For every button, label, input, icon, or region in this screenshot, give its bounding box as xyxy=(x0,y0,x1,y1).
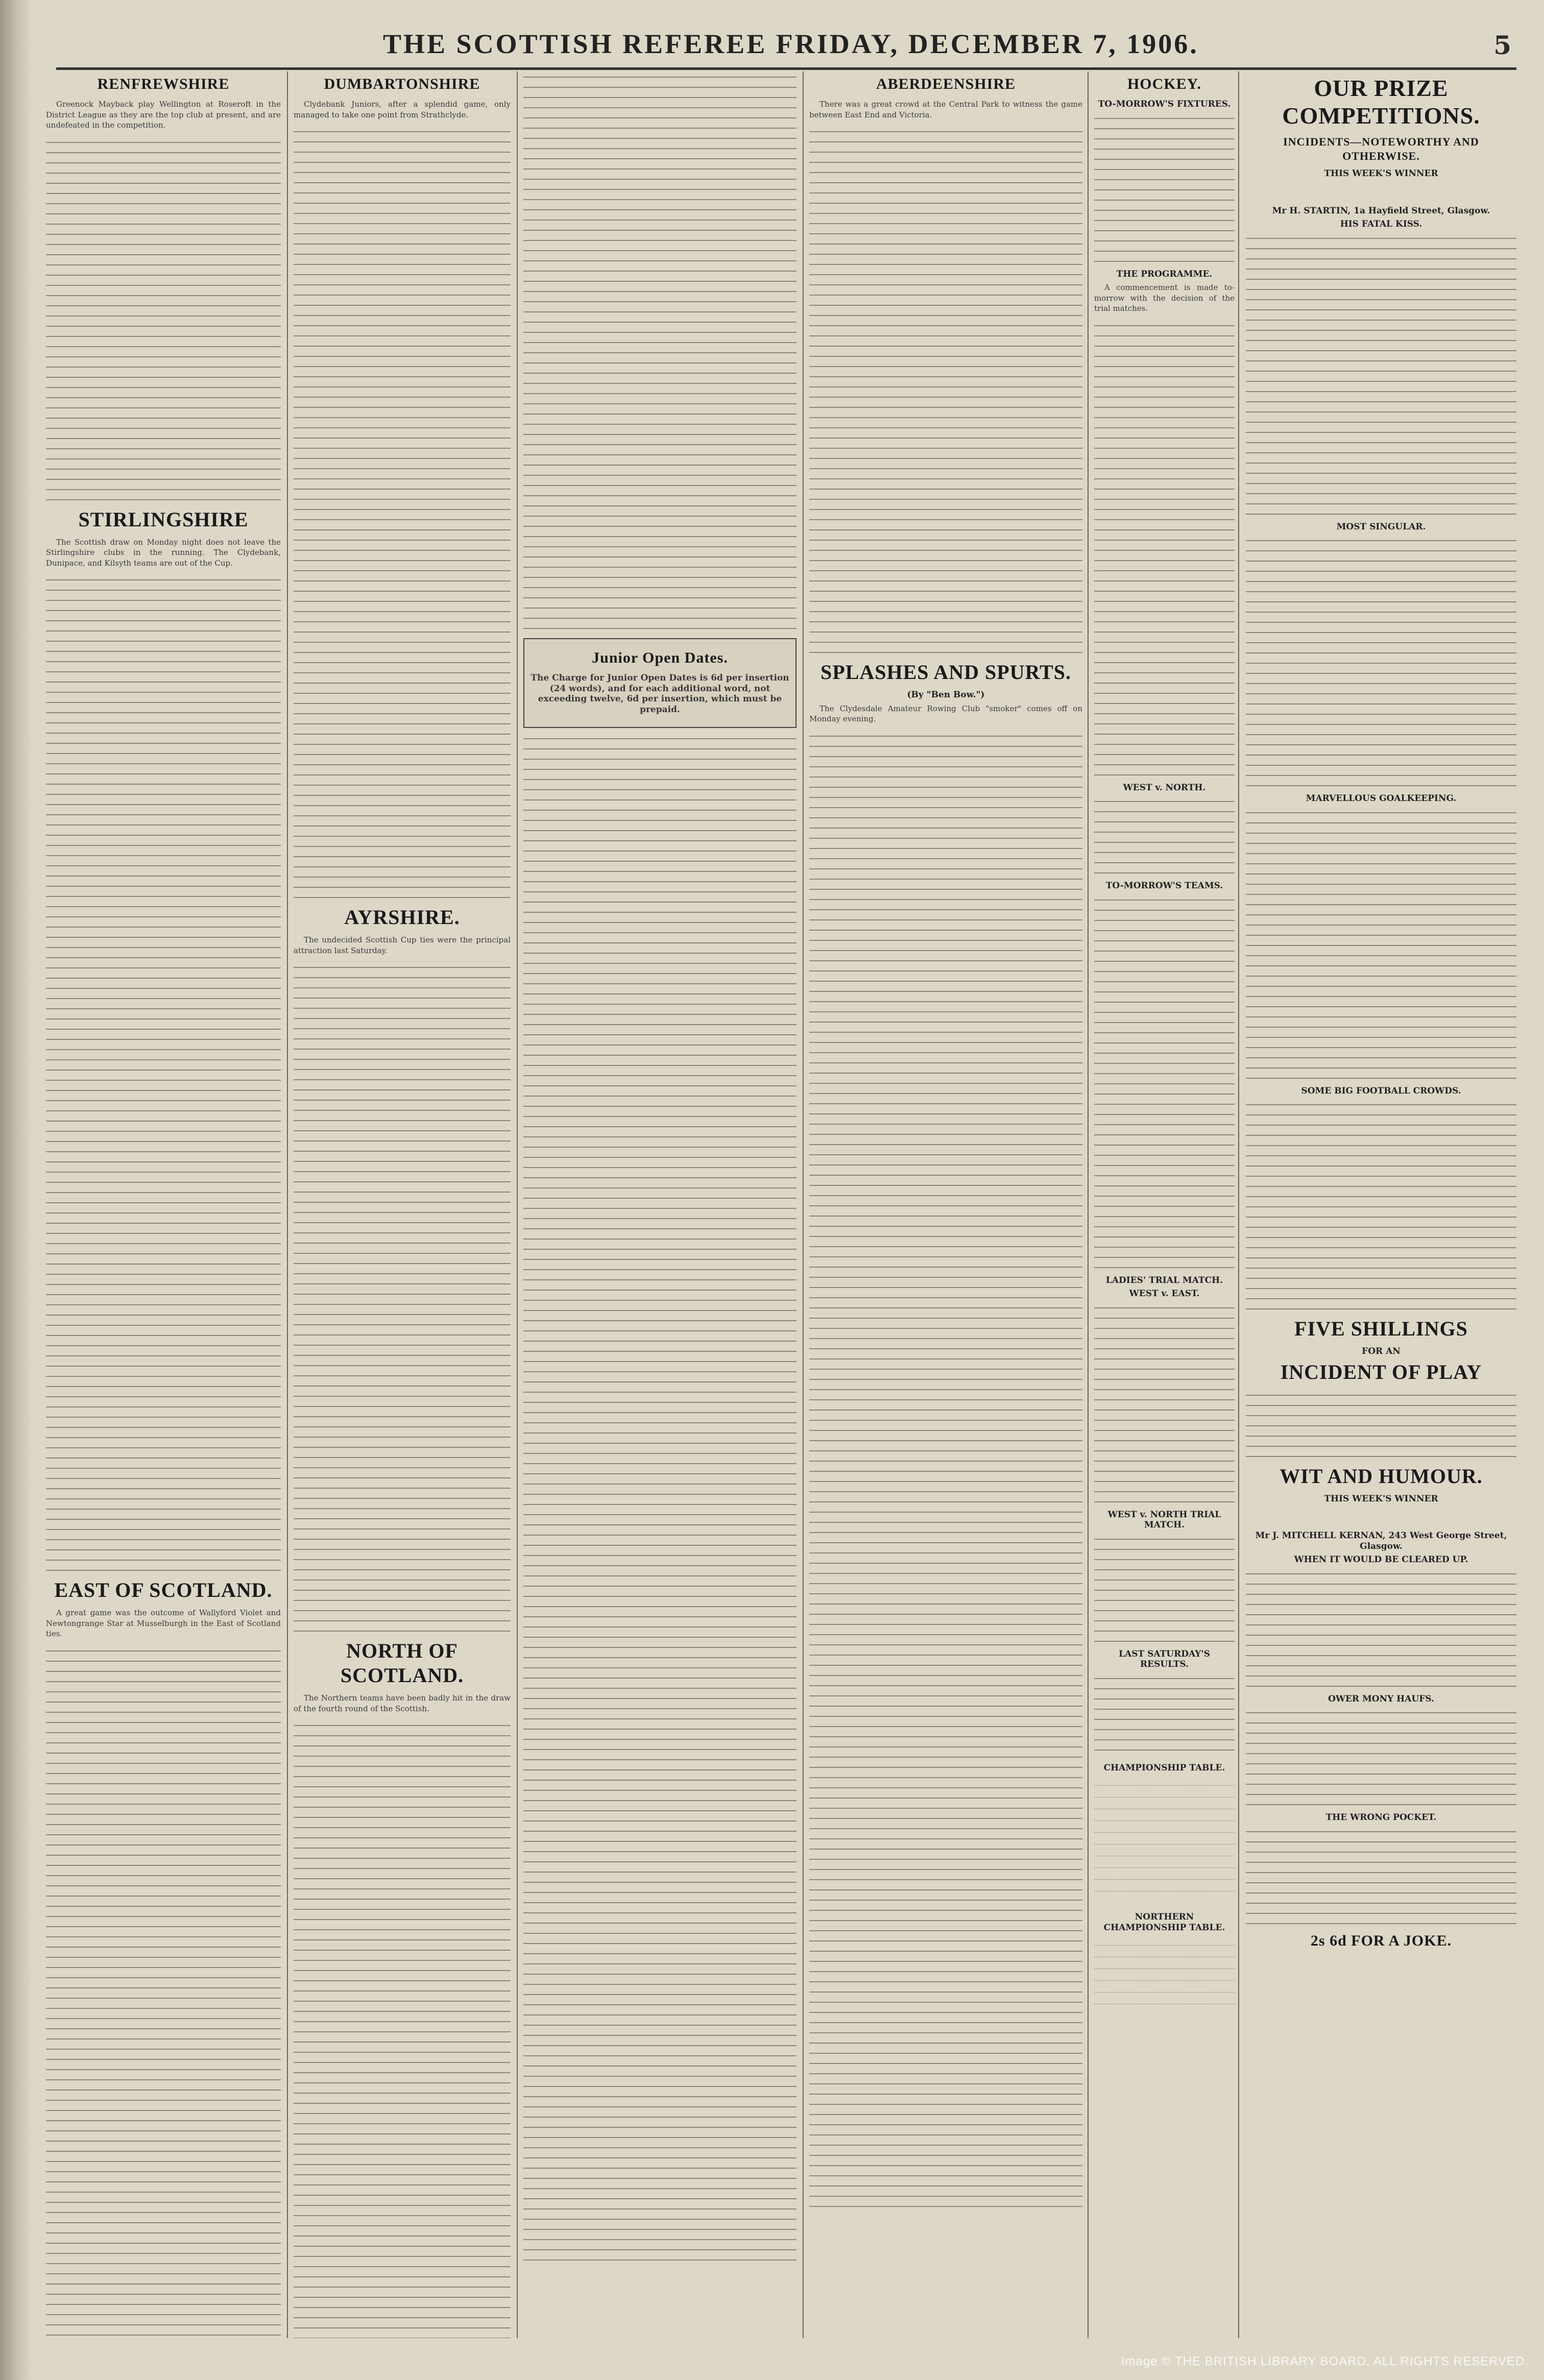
sub-heading: OWER MONY HAUFS. xyxy=(1328,1693,1434,1704)
article-body-lines xyxy=(1094,1302,1235,1507)
sub-heading: FOR AN xyxy=(1362,1346,1401,1356)
section-heading: SPLASHES AND SPURTS. xyxy=(821,661,1071,684)
section-heading: STIRLINGSHIRE xyxy=(78,507,249,531)
column-6 xyxy=(1246,71,1516,2338)
section-heading: 2s 6d FOR A JOKE. xyxy=(1310,1932,1452,1949)
column-1 xyxy=(46,71,281,2338)
article-text: Greenock Mayback play Wellington at Roseroft in the District League as they are the top club at present, and are undefeated in the competition. xyxy=(46,100,281,130)
article-body-lines xyxy=(1094,796,1235,878)
sub-heading: WEST v. EAST. xyxy=(1129,1289,1200,1299)
sub-heading: THE PROGRAMME. xyxy=(1116,269,1213,279)
sub-heading: INCIDENTS—NOTEWORTHY AND OTHERWISE. xyxy=(1283,135,1479,162)
sub-heading: WEST v. NORTH TRIAL MATCH. xyxy=(1107,1509,1221,1530)
sub-heading: WHEN IT WOULD BE CLEARED UP. xyxy=(1294,1555,1468,1565)
sub-heading: LADIES' TRIAL MATCH. xyxy=(1105,1275,1223,1285)
article-text: The undecided Scottish Cup ties were the principal attraction last Saturday. xyxy=(294,935,511,955)
article-body-lines xyxy=(1094,1673,1235,1760)
box-title: Junior Open Dates. xyxy=(592,649,728,666)
table-heading: NORTHERN CHAMPIONSHIP TABLE. xyxy=(1103,1912,1225,1933)
table-heading: CHAMPIONSHIP TABLE. xyxy=(1103,1762,1225,1773)
junior-open-dates-box xyxy=(523,638,797,728)
article-body-lines xyxy=(1094,894,1235,1272)
box-note: The Charge for Junior Open Dates is 6d per insertion (24 words), and for each additional word, not exceeding twelve, 6d per insertion, which must be prepaid. xyxy=(530,673,789,715)
article-body-lines xyxy=(294,126,511,902)
article-body-lines xyxy=(1094,1534,1235,1646)
byline: (By "Ben Bow.") xyxy=(907,690,985,700)
column-5 xyxy=(1094,71,1235,2338)
winner-address: Mr J. MITCHELL KERNAN, 243 West George Street, Glasgow. xyxy=(1255,1531,1507,1551)
article-body-lines xyxy=(1246,807,1516,1083)
article-body-lines xyxy=(1094,320,1235,780)
article-body-lines xyxy=(1246,1390,1516,1461)
column-divider xyxy=(1238,71,1239,2338)
article-body-lines xyxy=(1246,233,1516,519)
article-body-lines xyxy=(294,962,511,1636)
winner-address: Mr H. STARTIN, 1a Hayfield Street, Glasgow. xyxy=(1272,205,1490,216)
championship-table xyxy=(1094,1776,1235,1909)
sub-heading: THE WRONG POCKET. xyxy=(1325,1812,1437,1823)
sub-heading: TO-MORROW'S TEAMS. xyxy=(1105,881,1223,891)
section-heading: EAST OF SCOTLAND. xyxy=(54,1578,273,1601)
sub-heading: HIS FATAL KISS. xyxy=(1340,219,1422,229)
sub-heading: LAST SATURDAY'S RESULTS. xyxy=(1119,1648,1210,1669)
article-body-lines xyxy=(1246,1826,1516,1928)
section-heading: AYRSHIRE. xyxy=(344,906,460,929)
article-text: A great game was the outcome of Wallyford Violet and Newtongrange Star at Musselburgh in the East of Scotland ties. xyxy=(46,1608,281,1638)
sub-heading: THIS WEEK'S WINNER xyxy=(1324,168,1438,179)
section-heading: INCIDENT OF PLAY xyxy=(1280,1360,1482,1383)
section-heading: ABERDEENSHIRE xyxy=(876,76,1016,92)
masthead xyxy=(56,28,1516,69)
article-text: The Scottish draw on Monday night does not leave the Stirlingshire clubs in the running. The Clydebank, Dunipace, and Kilsyth teams are out of the Cup. xyxy=(46,537,281,568)
sub-heading: TO-MORROW'S FIXTURES. xyxy=(1098,99,1231,109)
article-text: There was a great crowd at the Central Park to witness the game between East End and Victoria. xyxy=(809,100,1082,119)
article-text: Clydebank Juniors, after a splendid game, only managed to take one point from Strathclyde. xyxy=(294,100,511,119)
section-heading: RENFREWSHIRE xyxy=(97,76,230,92)
article-text: The Northern teams have been badly hit in the draw of the fourth round of the Scottish. xyxy=(294,1693,511,1713)
sub-heading: MARVELLOUS GOALKEEPING. xyxy=(1306,793,1457,804)
article-body-lines xyxy=(1246,1099,1516,1314)
article-body-lines xyxy=(46,574,281,1575)
column-3 xyxy=(523,71,797,2338)
article-body-lines xyxy=(1246,1568,1516,1691)
column-divider xyxy=(803,71,804,2338)
sub-heading: MOST SINGULAR. xyxy=(1336,521,1426,532)
column-4 xyxy=(809,71,1082,2338)
article-text: A commencement is made to-morrow with the decision of the trial matches. xyxy=(1094,283,1235,313)
northern-championship-table xyxy=(1094,1936,1235,2028)
column-divider xyxy=(287,71,288,2338)
article-body-lines xyxy=(1246,535,1516,790)
masthead-rule xyxy=(56,67,1516,70)
section-heading: HOCKEY. xyxy=(1127,76,1202,92)
article-text: The Clydesdale Amateur Rowing Club "smoker" comes off on Monday evening. xyxy=(809,703,1082,723)
section-heading: WIT AND HUMOUR. xyxy=(1280,1464,1483,1488)
column-divider xyxy=(517,71,518,2338)
article-body-lines xyxy=(1246,1707,1516,1809)
article-body-lines xyxy=(294,1720,511,2338)
article-body-lines xyxy=(523,71,797,633)
article-body-lines xyxy=(46,137,281,504)
article-body-lines xyxy=(809,126,1082,657)
article-body-lines xyxy=(46,1645,281,2339)
section-heading: NORTH OF SCOTLAND. xyxy=(340,1639,464,1687)
page-number: 5 xyxy=(1493,30,1511,60)
newspaper-title: THE SCOTTISH REFEREE FRIDAY, DECEMBER 7, 1906. xyxy=(383,29,1199,59)
classified-listings xyxy=(523,733,797,2265)
sub-heading: WEST v. NORTH. xyxy=(1123,782,1206,793)
article-body-lines xyxy=(809,731,1082,2211)
binding-gutter xyxy=(0,0,31,2380)
sub-heading: SOME BIG FOOTBALL CROWDS. xyxy=(1301,1085,1461,1096)
section-heading: FIVE SHILLINGS xyxy=(1294,1317,1468,1340)
copyright-watermark: Image © THE BRITISH LIBRARY BOARD. ALL RIGHTS RESERVED. xyxy=(1121,2354,1529,2368)
section-heading: OUR PRIZE COMPETITIONS. xyxy=(1282,75,1480,129)
sub-heading: THIS WEEK'S WINNER xyxy=(1324,1493,1438,1504)
column-divider xyxy=(1088,71,1089,2338)
section-heading: DUMBARTONSHIRE xyxy=(324,76,480,92)
fixture-lines xyxy=(1094,113,1235,266)
column-2 xyxy=(294,71,511,2338)
